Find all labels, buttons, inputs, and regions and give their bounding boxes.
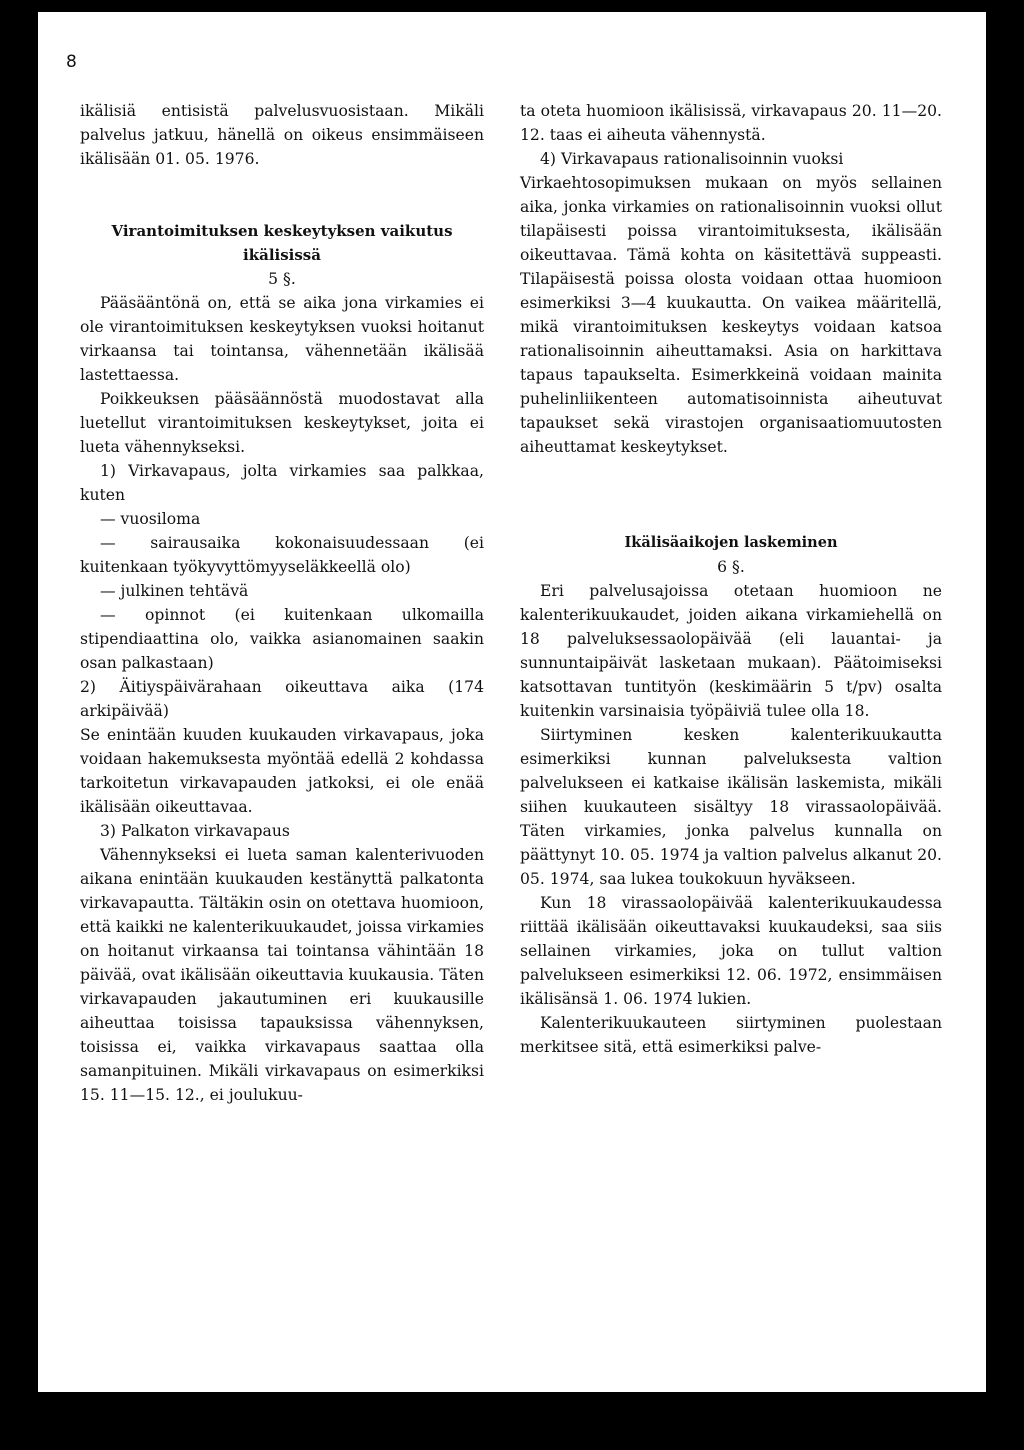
right-column	[520, 99, 942, 1059]
paragraph: Kalenterikuukauteen siirtyminen puolestaan merkitsee sitä, että esimerkiksi palve-	[520, 1014, 942, 1056]
section-heading: Ikälisäaikojen laskeminen	[624, 534, 838, 551]
paragraph: ta oteta huomioon ikälisissä, virkavapaus 20. 11—20. 12. taas ei aiheuta vähennystä.	[520, 102, 942, 144]
paragraph: Se enintään kuuden kuukauden virkavapaus, joka voidaan hakemuksesta myöntää edellä 2 kohdassa tarkoitetun virkavapauden jatkoksi, ei ole enää ikälisään oikeuttavaa.	[80, 726, 484, 816]
page-number: 8	[66, 52, 77, 72]
list-item: — opinnot (ei kuitenkaan ulkomailla stipendiaattina olo, vaikka asianomainen saakin osan palkastaan)	[80, 606, 484, 672]
paragraph: 2) Äitiyspäivärahaan oikeuttava aika (174 arkipäivää)	[80, 678, 484, 720]
section-heading-cont: ikälisissä	[243, 246, 321, 264]
left-column	[80, 99, 484, 1107]
list-item: — sairausaika kokonaisuudessaan (ei kuitenkaan työkyvyttömyyseläkkeellä olo)	[80, 534, 484, 576]
paragraph: Vähennykseksi ei lueta saman kalenterivuoden aikana enintään kuukauden kestänyttä palkatonta virkavapautta. Tältäkin osin on otettava huomioon, että kaikki ne kalenterikuukaudet, joissa virkamies on hoitanut virkaansa tai tointansa vähintään 18 päivää, ovat ikälisään oikeuttavia kuukausia. Täten virkavapauden jakautuminen eri kuukausille aiheuttaa toisissa tapauksissa vähennyksen, toisissa ei, vaikka virkavapaus saattaa olla samanpituinen. Mikäli virkavapaus on esimerkiksi 15. 11—15. 12., ei joulukuu-	[80, 846, 484, 1104]
paragraph: 4) Virkavapaus rationalisoinnin vuoksi	[540, 150, 844, 168]
section-number: 6 §.	[717, 558, 745, 576]
scan-border-left	[24, 14, 36, 1392]
paragraph: ikälisiä entisistä palvelusvuosistaan. Mikäli palvelus jatkuu, hänellä on oikeus ensimmäiseen ikälisään 01. 05. 1976.	[80, 102, 484, 168]
paragraph: Virkaehtosopimuksen mukaan on myös sellainen aika, jonka virkamies on rationalisoinnin vuoksi ollut tilapäisesti poissa virantoimituksesta, ikälisään oikeuttavaa. Tämä kohta on käsitettävä suppeasti. Tilapäisestä poissa olosta voidaan ottaa huomioon esimerkiksi 3—4 kuukautta. On vaikea määritellä, mikä virantoimituksen keskeytys voidaan katsoa rationalisoinnin aiheuttamaksi. Asia on harkittava tapaus tapaukselta. Esimerkkeinä voidaan mainita puhelinliikenteen automatisoinnista aiheutuvat tapaukset sekä virastojen organisaatiomuutosten aiheuttamat keskeytykset.	[520, 174, 942, 456]
paragraph: Siirtyminen kesken kalenterikuukautta esimerkiksi kunnan palveluksesta valtion palvelukseen ei katkaise ikälisän laskemista, mikäli siihen kuukauteen sisältyy 18 virassaolopäivää. Täten virkamies, jonka palvelus kunnalla on päättynyt 10. 05. 1974 ja valtion palvelus alkanut 20. 05. 1974, saa lukea toukokuun hyväkseen.	[520, 726, 942, 888]
paragraph: Pääsääntönä on, että se aika jona virkamies ei ole virantoimituksen keskeytyksen vuoksi hoitanut virkaansa tai tointansa, vähennetään ikälisää lastettaessa.	[80, 294, 484, 384]
paragraph: 1) Virkavapaus, jolta virkamies saa palkkaa, kuten	[80, 462, 484, 504]
list-item: — vuosiloma	[100, 510, 201, 528]
list-item: — julkinen tehtävä	[100, 582, 249, 600]
paragraph: Eri palvelusajoissa otetaan huomioon ne kalenterikuukaudet, joiden aikana virkamiehellä on 18 palveluksessaolopäivää (eli lauantai- ja sunnuntaipäivät lasketaan mukaan). Päätoimiseksi katsottavan tuntityön (keskimäärin 5 t/pv) osalta kuitenkin varsinaisia työpäiviä tulee olla 18.	[520, 582, 942, 720]
section-number: 5 §.	[268, 270, 296, 288]
section-heading: Virantoimituksen keskeytyksen vaikutus	[111, 222, 453, 240]
paragraph: 3) Palkaton virkavapaus	[100, 822, 290, 840]
paragraph: Poikkeuksen pääsäännöstä muodostavat alla luetellut virantoimituksen keskeytykset, joita ei lueta vähennykseksi.	[80, 390, 484, 456]
paragraph: Kun 18 virassaolopäivää kalenterikuukaudessa riittää ikälisään oikeuttavaksi kuukaudeksi, saa siis sellainen virkamies, joka on tullut valtion palvelukseen esimerkiksi 12. 06. 1972, ensimmäisen ikälisänsä 1. 06. 1974 lukien.	[520, 894, 942, 1008]
scan-border-right	[988, 14, 1002, 1392]
